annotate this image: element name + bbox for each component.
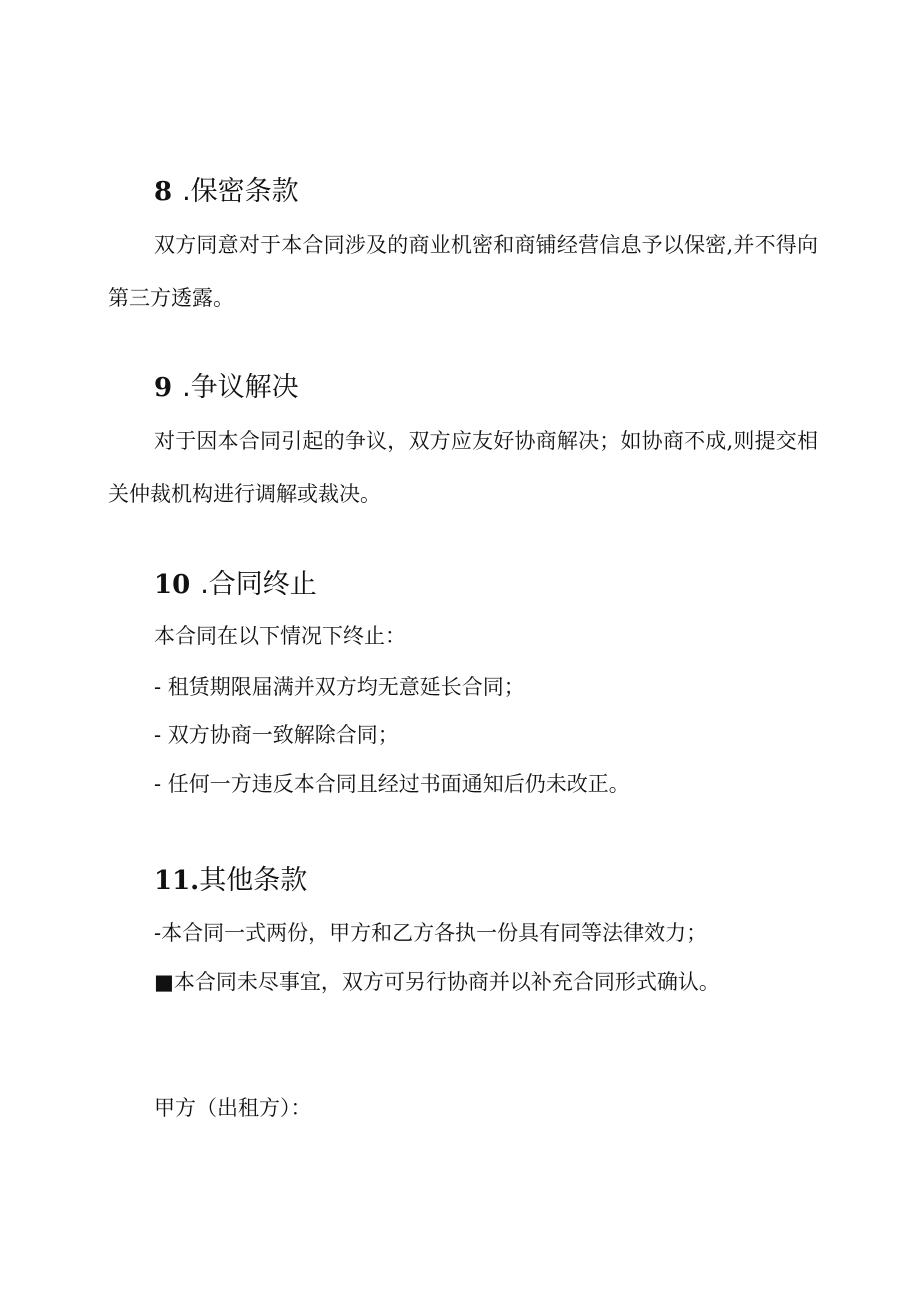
section-11-title: 其他条款 (199, 865, 308, 896)
section-11-item-2: ■本合同未尽事宜，双方可另行协商并以补充合同形式确认。 (154, 970, 720, 994)
section-9-heading (154, 371, 299, 405)
section-9-title: .争议解决 (182, 372, 299, 403)
section-9-body: 对于因本合同引起的争议，双方应友好协商解决；如协商不成,则提交相关仲裁机构进行调解或裁决。 (108, 429, 818, 506)
section-10-title: .合同终止 (200, 569, 317, 600)
section-8-number: 8 (154, 177, 173, 207)
section-10-item-1: - 租赁期限届满并双方均无意延长合同； (154, 675, 525, 699)
section-11-item-1: -本合同一式两份，甲方和乙方各执一份具有同等法律效力； (154, 921, 708, 945)
section-11-number: 11. (154, 866, 200, 896)
party-a-signature-label: 甲方（出租方）： (154, 1096, 312, 1120)
section-8-title: .保密条款 (182, 176, 299, 207)
section-11-heading (154, 864, 307, 898)
section-8-heading (154, 175, 299, 209)
section-9-number: 9 (154, 373, 173, 403)
section-10-item-3: - 任何一方违反本合同且经过书面通知后仍未改正。 (154, 772, 630, 796)
section-10-intro: 本合同在以下情况下终止： (154, 624, 406, 648)
section-10-heading (154, 568, 317, 602)
section-10-number: 10 (154, 570, 191, 600)
section-8-body: 双方同意对于本合同涉及的商业机密和商铺经营信息予以保密,并不得向第三方透露。 (108, 233, 818, 310)
section-10-item-2: - 双方协商一致解除合同； (154, 723, 399, 747)
